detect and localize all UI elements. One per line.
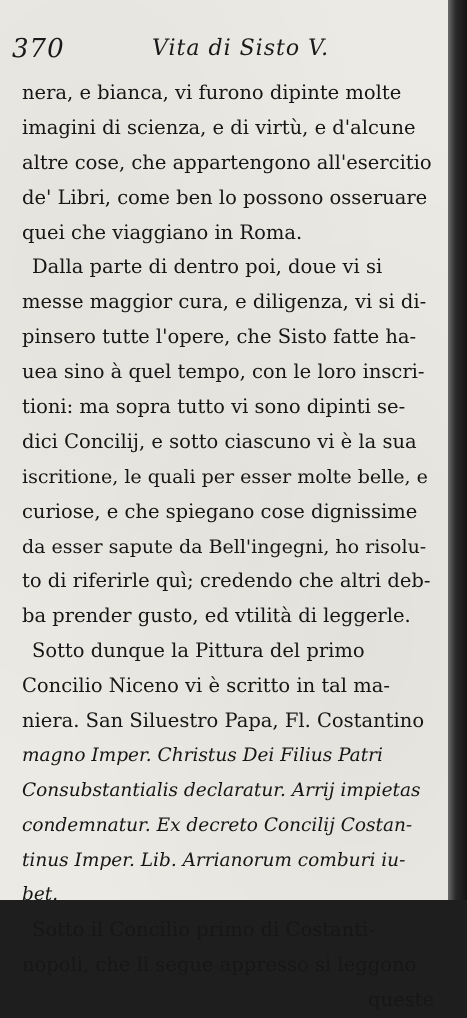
text-line: pinsero tutte l'opere, che Sisto fatte ha- [22,325,417,349]
text-line: niera. San Siluestro Papa, Fl. Costantino [22,709,425,733]
text-line: messe maggior cura, e diligenza, vi si di- [22,290,427,314]
text-line: Consubstantialis declaratur. Arrij impietas [22,779,421,801]
page-header [12,34,432,74]
text-line: da esser sapute da Bell'ingegni, ho risolu- [22,535,427,558]
text-line: tinus Imper. Lib. Arrianorum comburi iu- [22,849,406,871]
text-line: tioni: ma sopra tutto vi sono dipinti se- [22,395,406,419]
text-line: to di riferirle quì; credendo che altri deb- [22,569,431,593]
text-line: nopoli, che li segue appresso si leggono [22,953,417,977]
text-line: ba prender gusto, ed vtilità di leggerle. [22,604,411,628]
text-line: dici Concilij, e sotto ciascuno vi è la sua [22,429,417,453]
text-line: Concilio Niceno vi è scritto in tal ma- [22,674,390,698]
text-line: nera, e bianca, vi furono dipinte molte [22,81,402,104]
text-line: quei che viaggiano in Roma. [22,220,303,244]
body-text [22,76,434,1018]
text-line: imagini di scienza, e di virtù, e d'alcune [22,115,416,139]
text-line: Sotto il Concilio primo di Costanti- [32,918,375,942]
book-gutter [448,0,467,900]
text-line: magno Imper. Christus Dei Filius Patri [22,744,383,766]
text-line: de' Libri, come ben lo possono osseruare [22,185,428,209]
text-line: Sotto dunque la Pittura del primo [32,639,365,663]
page-number: 370 [12,34,65,64]
text-line: bet. [22,884,59,906]
text-line: iscritione, le quali per esser molte belle, e [22,465,428,488]
text-line: curiose, e che spiegano cose dignissime [22,499,418,523]
catchword: queste [368,988,434,1012]
text-line: condemnatur. Ex decreto Concilij Costan- [22,814,413,836]
text-line: altre cose, che appartengono all'esercitio [22,150,432,174]
text-line: Dalla parte di dentro poi, doue vi si [32,255,383,279]
running-title: Vita di Sisto V. [152,36,330,61]
text-line: uea sino à quel tempo, con le loro inscri- [22,360,425,384]
